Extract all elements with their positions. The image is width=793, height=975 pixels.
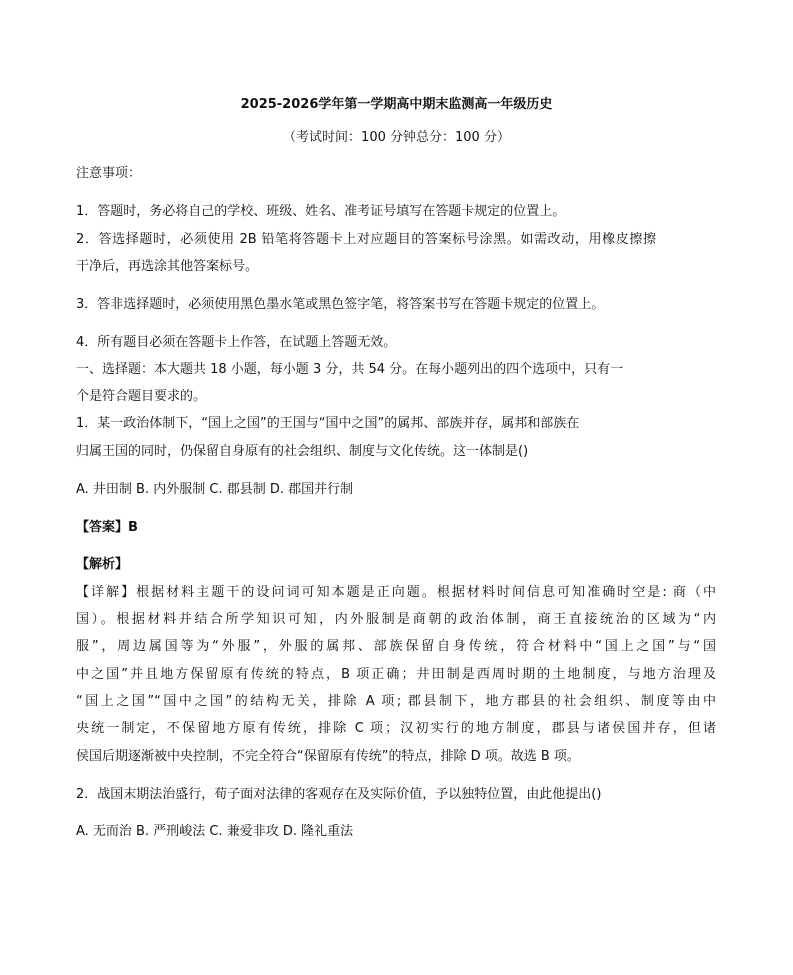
notice-item-1: 1．答题时，务必将自己的学校、班级、姓名、准考证号填写在答题卡规定的位置上。 [76, 204, 566, 219]
analysis-line: “国上之国”“国中之国”的结构无关，排除 A 项; 郡县制下，地方郡县的社会组织、制度等由中 [76, 694, 716, 709]
question-1-analysis-heading: 【解析】 [76, 557, 129, 572]
question-2-options: A. 无而治 B. 严刑峻法 C. 兼爱非攻 D. 隆礼重法 [76, 824, 354, 839]
notice-item-2-line-2: 干净后，再选涂其他答案标号。 [76, 259, 259, 274]
section-intro-line-1: 一、选择题：本大题共 18 小题，每小题 3 分，共 54 分。在每小题列出的四个选项中，只有一 [76, 362, 624, 377]
exam-subtitle: （考试时间：100 分钟总分：100 分） [283, 130, 510, 145]
notice-item-2-line-1: 2．答选择题时，必须使用 2B 铅笔将答题卡上对应题目的答案标号涂黑。如需改动，用橡皮擦擦 [76, 232, 656, 247]
analysis-line: 央统一制定，不保留地方原有传统，排除 C 项；汉初实行的地方制度，郡县与诸侯国并存，但诸 [76, 721, 716, 736]
analysis-line: 国）。根据材料并结合所学知识可知，内外服制是商朝的政治体制，商王直接统治的区域为“内 [76, 612, 716, 627]
analysis-line: 中之国”并且地方保留原有传统的特点，B 项正确；井田制是西周时期的土地制度，与地方治理及 [76, 667, 716, 682]
notice-heading: 注意事项： [76, 166, 142, 181]
question-1-stem-line-1: 1．某一政治体制下，“国上之国”的王国与“国中之国”的属邦、部族并存，属邦和部族在 [76, 416, 580, 431]
notice-item-4: 4．所有题目必须在答题卡上作答，在试题上答题无效。 [76, 335, 397, 350]
question-1-options: A. 井田制 B. 内外服制 C. 郡县制 D. 郡国并行制 [76, 482, 354, 497]
question-2-stem: 2．战国末期法治盛行，荀子面对法律的客观存在及实际价值，予以独特位置，由此他提出() [76, 787, 602, 802]
question-1-stem-line-2: 归属王国的同时，仍保留自身原有的社会组织、制度与文化传统。这一体制是() [76, 444, 529, 459]
question-1-answer: 【答案】B [76, 520, 138, 535]
exam-title: 2025-2026学年第一学期高中期末监测高一年级历史 [240, 97, 553, 112]
analysis-line: 【详解】根据材料主题干的设问词可知本题是正向题。根据材料时间信息可知准确时空是: 商（中 [76, 585, 716, 600]
analysis-line: 服”，周边属国等为“外服”，外服的属邦、部族保留自身传统，符合材料中“国上之国”与“国 [76, 639, 716, 654]
section-intro-line-2: 个是符合题目要求的。 [76, 389, 207, 404]
notice-item-3: 3．答非选择题时，必须使用黑色墨水笔或黑色签字笔，将答案书写在答题卡规定的位置上。 [76, 297, 605, 312]
analysis-line: 侯国后期逐渐被中央控制，不完全符合“保留原有传统”的特点，排除 D 项。故选 B 项。 [76, 749, 580, 764]
